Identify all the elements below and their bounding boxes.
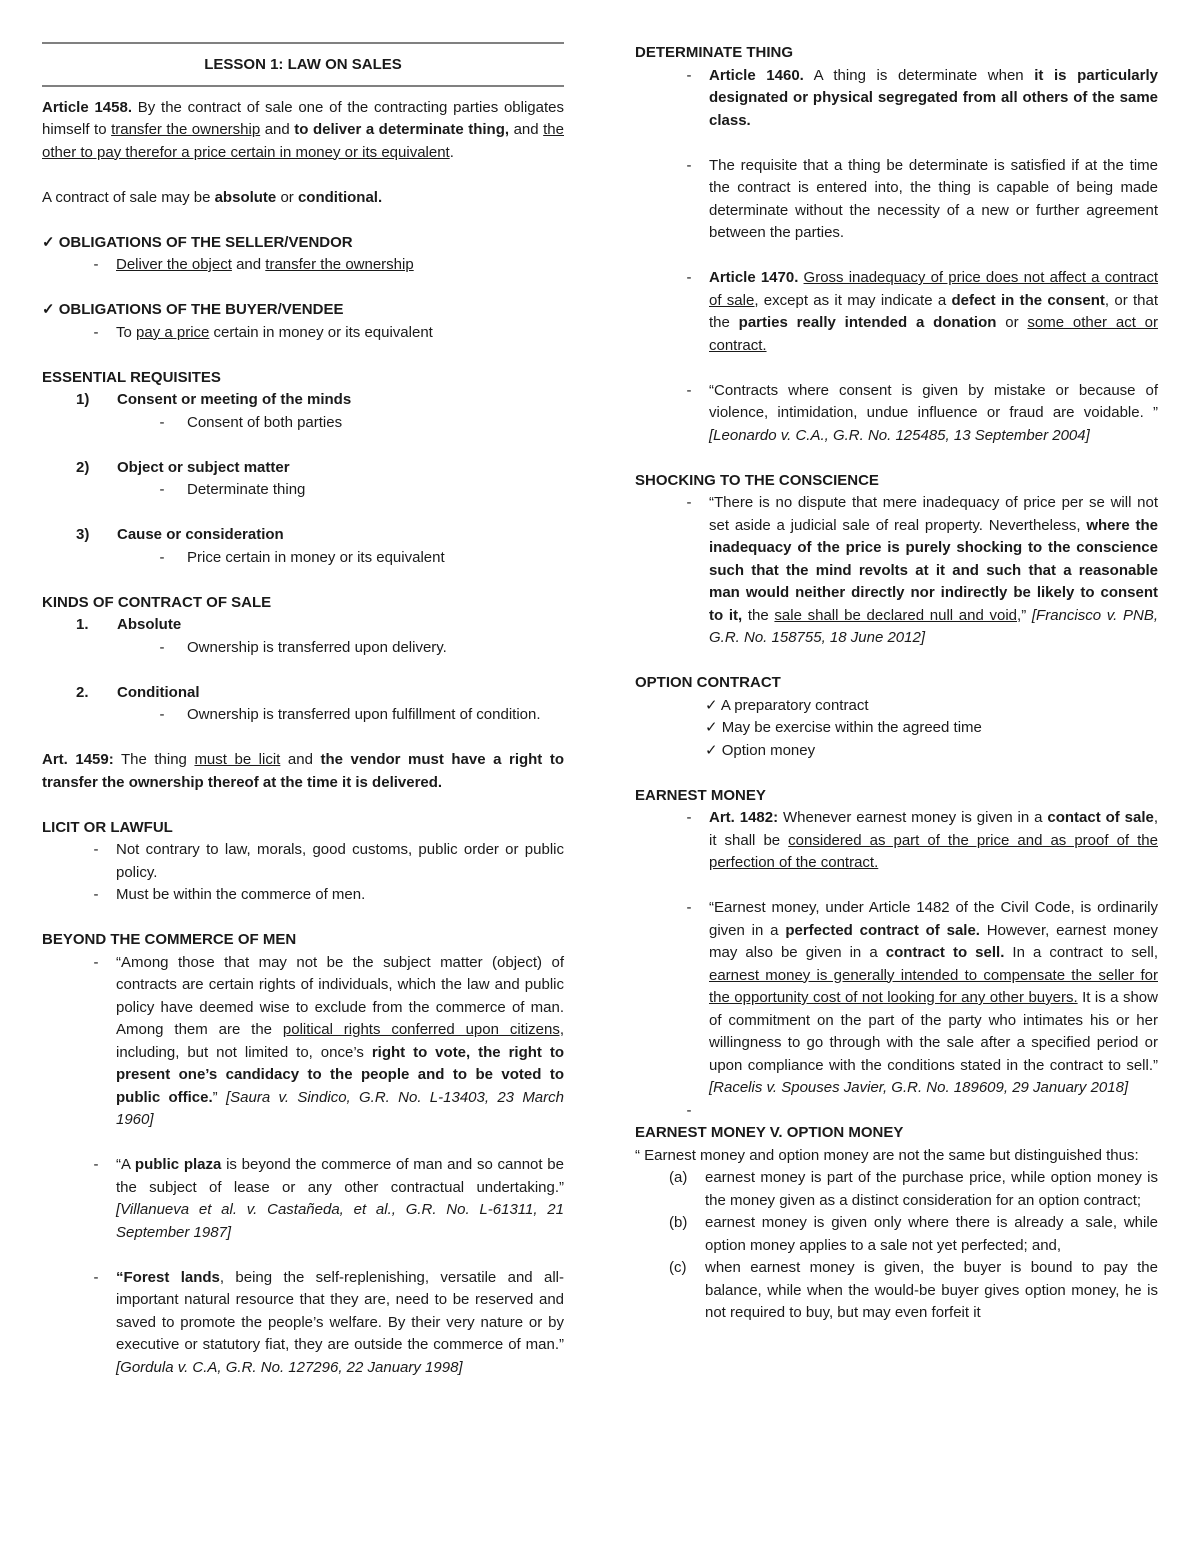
article-1460: - Article 1460. A thing is determinate when it is particularly designated or physical segregated from all others of the same class.: [686, 66, 1158, 129]
seller-obligations-heading: ✓ OBLIGATIONS OF THE SELLER/VENDOR: [42, 233, 353, 251]
requisite-sub-item: - Price certain in money or its equivalent: [159, 548, 445, 566]
licit-item: - Must be within the commerce of men.: [93, 886, 366, 903]
determinate-requisite: - The requisite that a thing be determinate is satisfied if at the time the contract is entered into, the thing is capable of being made determinate without the necessity of a new or further agreement between the parties.: [686, 156, 1158, 241]
licit-item: - Not contrary to law, morals, good customs, public order or public policy.: [93, 841, 564, 881]
beyond-commerce-quote: - “A public plaza is beyond the commerce of man and so cannot be the subject of lease or any other contractual undertaking.” [Villanueva et al. v. Castañeda, et al., G.R. No. L-61311, 21 September 1987]: [93, 1156, 564, 1241]
requisite-sub-item: - Consent of both parties: [159, 413, 343, 431]
shocking-conscience-quote: - “There is no dispute that mere inadequacy of price per se will not set aside a judicial sale of real property. Nevertheless, where the inadequacy of the price is purely shocking to the conscience such that the mind revolts at it and such that a reasonable man would neither directly nor indirectly be likely to consent to it, the sale shall be declared null and void,” [Francisco v. PNB, G.R. No. 158755, 18 June 2012]: [686, 494, 1159, 646]
article-1459: Art. 1459: The thing must be licit and the vendor must have a right to transfer the ownership thereof at the time it is delivered.: [42, 751, 564, 791]
right-column: [635, 42, 1158, 1325]
earnest-money-quote: - “Earnest money, under Article 1482 of the Civil Code, is ordinarily given in a perfected contract of sale. However, earnest money may also be given in a contract to sell. In a contract to sell, earnest money is generally intended to compensate the seller for the opportunity cost of not looking for any other buyers. It is a show of commitment on the part of the party who intimates his or her willingness to go through with the sale after a specified period or upon compliance with the conditions stated in the contract to sell.” [Racelis v. Spouses Javier, G.R. No. 189609, 29 January 2018]: [686, 899, 1159, 1096]
article-1458: Article 1458. By the contract of sale one of the contracting parties obligates himself to transfer the ownership and to deliver a determinate thing, and the other to pay therefor a price certain in money or its equivalent.: [42, 98, 565, 161]
earnest-vs-option-intro: “ Earnest money and option money are not the same but distinguished thus:: [635, 1146, 1139, 1164]
distinction-item: (a) earnest money is part of the purchase price, while option money is the money given as a distinct consideration for an option contract;: [669, 1169, 1158, 1209]
determinate-thing-heading: DETERMINATE THING: [635, 44, 794, 61]
requisite-item: 1) Consent or meeting of the minds: [76, 391, 352, 408]
kinds-of-contract-heading: KINDS OF CONTRACT OF SALE: [42, 593, 272, 611]
kind-sub-item: - Ownership is transferred upon delivery.: [159, 638, 447, 656]
essential-requisites-heading: ESSENTIAL REQUISITES: [42, 368, 221, 386]
article-1470: - Article 1470. Gross inadequacy of price does not affect a contract of sale, except as it may indicate a defect in the consent, or that the parties really intended a donation or some other act or contract.: [686, 269, 1159, 354]
beyond-commerce-quote: - “Forest lands, being the self-replenishing, versatile and all-important natural resource that they are, need to be reserved and saved to promote the people’s welfare. By their very nature or by executive or statutory fiat, they are outside the commerce of man.” [Gordula v. C.A, G.R. No. 127296, 22 January 1998]: [93, 1268, 564, 1376]
option-contract-heading: OPTION CONTRACT: [635, 674, 781, 691]
empty-dash-item: -: [686, 1101, 692, 1119]
distinction-item: (c) when earnest money is given, the buyer is bound to pay the balance, while when the would-be buyer gives option money, he is not required to buy, but may even forfeit it: [669, 1259, 1158, 1321]
voidable-contracts-quote: - “Contracts where consent is given by mistake or because of violence, intimidation, undue influence or fraud are voidable. ” [Leonardo v. C.A., G.R. No. 125485, 13 September 2004]: [686, 381, 1158, 444]
lesson-title: LESSON 1: LAW ON SALES: [204, 56, 402, 73]
shocking-conscience-heading: SHOCKING TO THE CONSCIENCE: [635, 471, 879, 489]
requisite-sub-item: - Determinate thing: [159, 481, 306, 498]
kind-item: 1. Absolute: [76, 616, 182, 633]
licit-heading: LICIT OR LAWFUL: [42, 818, 173, 836]
kind-item: 2. Conditional: [76, 683, 200, 701]
buyer-obligations-heading: ✓ OBLIGATIONS OF THE BUYER/VENDEE: [42, 301, 344, 318]
beyond-commerce-quote: - “Among those that may not be the subject matter (object) of contracts are certain rights of individuals, which the law and public policy have deemed wise to exclude from the commerce of man. Among them are the political rights conferred upon citizens, including, but not limited to, once’s right to vote, the right to present one’s candidacy to the people and to be voted to public office.” [Saura v. Sindico, G.R. No. L-13403, 23 March 1960]: [93, 953, 564, 1128]
kind-sub-item: - Ownership is transferred upon fulfillment of condition.: [159, 706, 541, 723]
earnest-vs-option-heading: EARNEST MONEY V. OPTION MONEY: [635, 1124, 904, 1141]
option-contract-item: ✓ May be exercise within the agreed time: [705, 719, 982, 736]
absolute-or-conditional: A contract of sale may be absolute or conditional.: [42, 188, 383, 206]
buyer-obligation-item: - To pay a price certain in money or its equivalent: [93, 323, 433, 341]
left-column: [42, 42, 564, 1379]
requisite-item: 2) Object or subject matter: [76, 458, 290, 476]
distinction-item: (b) earnest money is given only where there is already a sale, while option money applies to a sale not yet perfected; and,: [669, 1214, 1158, 1254]
top-rule: [42, 42, 564, 44]
earnest-money-heading: EARNEST MONEY: [635, 786, 766, 804]
requisite-item: 3) Cause or consideration: [76, 526, 284, 543]
option-contract-item: ✓ A preparatory contract: [705, 696, 869, 714]
beyond-commerce-heading: BEYOND THE COMMERCE OF MEN: [42, 931, 297, 948]
seller-obligation-item: - Deliver the object and transfer the ownership: [93, 256, 414, 273]
option-contract-item: ✓ Option money: [705, 741, 816, 759]
article-1482: - Art. 1482: Whenever earnest money is given in a contact of sale, it shall be considered as part of the price and as proof of the perfection of the contract.: [686, 809, 1159, 871]
